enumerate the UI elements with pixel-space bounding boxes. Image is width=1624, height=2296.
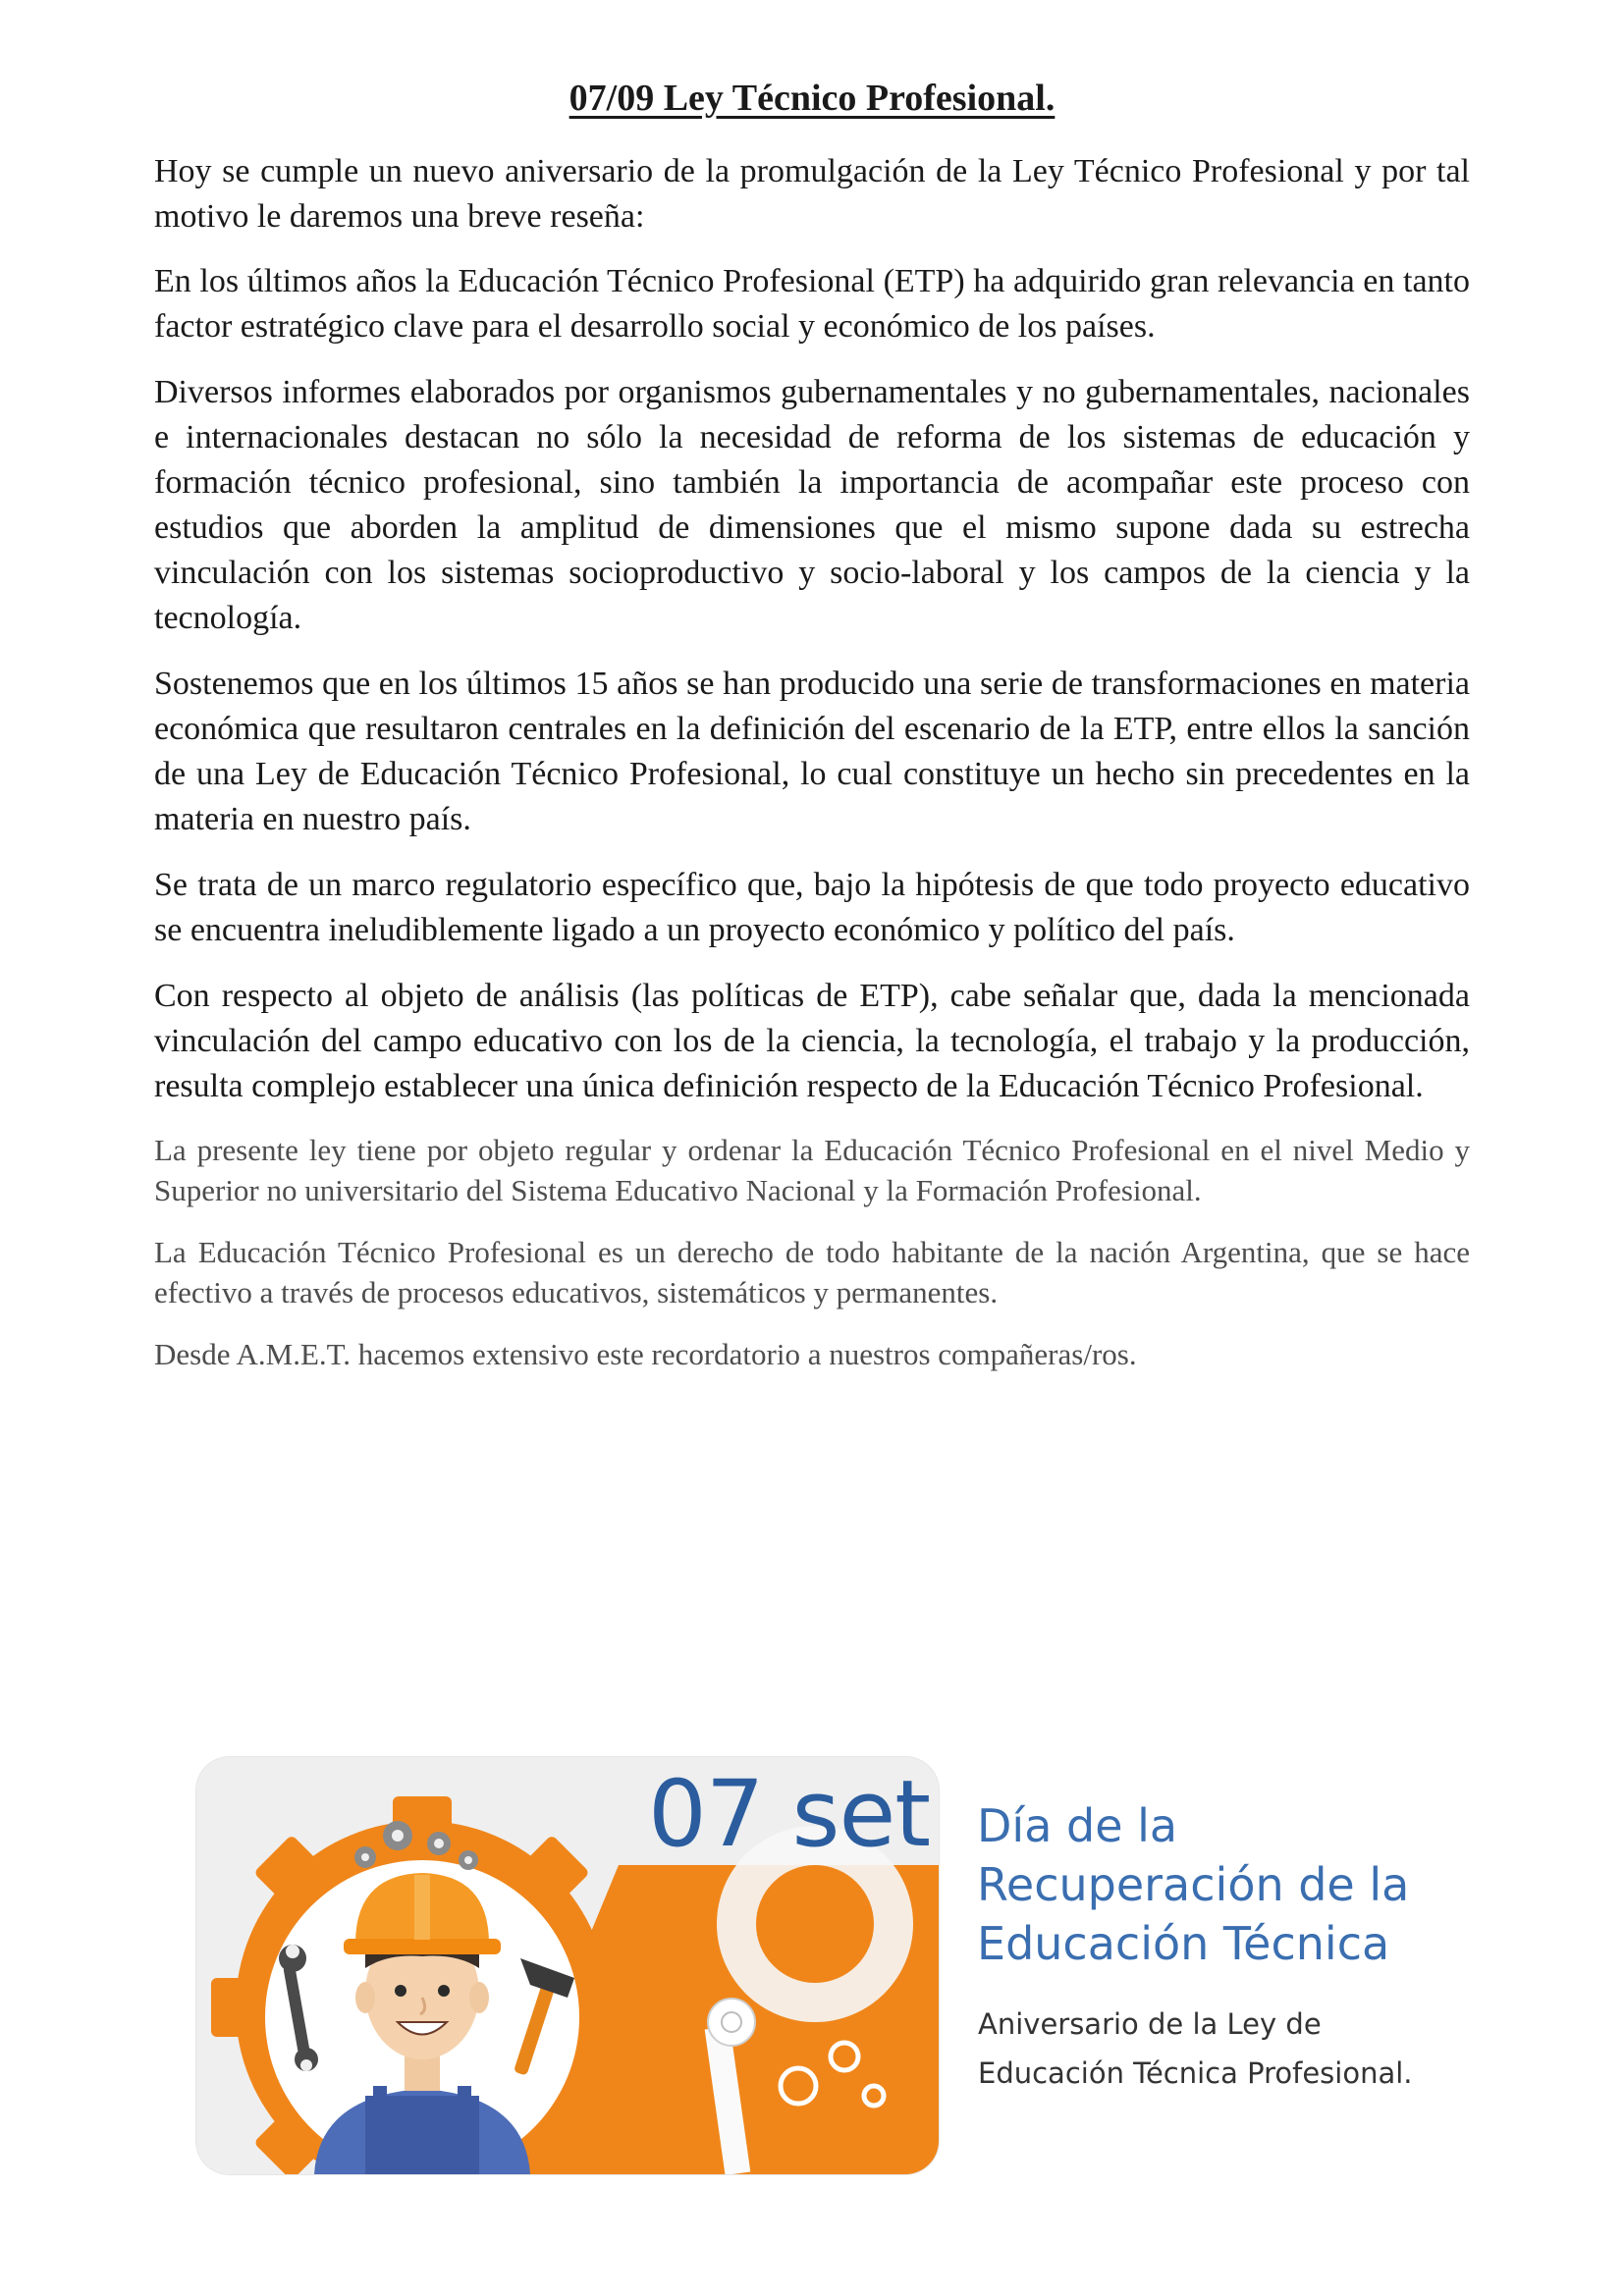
banner-title: [977, 1796, 1438, 1973]
document-title: 07/09 Ley Técnico Profesional.: [568, 78, 1056, 119]
banner-date: 07 set: [648, 1761, 931, 1868]
paragraph-right: La Educación Técnico Profesional es un derecho de todo habitante de la nación Argentina, que se hace efectivo a través de procesos educativos, sistemáticos y permanentes.: [154, 1235, 1470, 1309]
banner-card: [196, 1757, 939, 2174]
paragraph-analysis: Con respecto al objeto de análisis (las políticas de ETP), cabe señalar que, dada la mencionada vinculación del campo educativo con los de la ciencia, la tecnología, el trabajo y la producción, resulta complejo establecer una única definición respecto de la Educación Técnico Profesional.: [154, 978, 1470, 1104]
banner-title-line: Día de la: [977, 1799, 1178, 1852]
paragraph-etp-relevance: En los últimos años la Educación Técnico Profesional (ETP) ha adquirido gran relevancia en tanto factor estratégico clave para el desarrollo social y económico de los países.: [154, 263, 1470, 345]
document-body: [154, 149, 1470, 1396]
paragraph-intro: Hoy se cumple un nuevo aniversario de la promulgación de la Ley Técnico Profesional y por tal motivo le daremos una breve reseña:: [154, 153, 1470, 235]
banner-subtitle-line: Educación Técnica Profesional.: [978, 2056, 1413, 2090]
banner-subtitle: [978, 2000, 1439, 2098]
paragraph-closing: Desde A.M.E.T. hacemos extensivo este recordatorio a nuestros compañeras/ros.: [154, 1337, 1137, 1371]
banner-subtitle-line: Aniversario de la Ley de: [978, 2007, 1322, 2041]
commemoration-banner: [196, 1757, 1434, 2228]
paragraph-regulatory-framework: Se trata de un marco regulatorio específico que, bajo la hipótesis de que todo proyecto educativo se encuentra ineludiblemente ligado a un proyecto económico y político del país.: [154, 867, 1470, 948]
paragraph-law-object: La presente ley tiene por objeto regular y ordenar la Educación Técnico Profesional en el nivel Medio y Superior no universitario del Sistema Educativo Nacional y la Formación Profesional.: [154, 1133, 1470, 1207]
paragraph-reports: Diversos informes elaborados por organismos gubernamentales y no gubernamentales, nacionales e internacionales destacan no sólo la necesidad de reforma de los sistemas de educación y formación técnico profesional, sino también la importancia de acompañar este proceso con estudios que aborden la amplitud de dimensiones que el mismo supone dada su estrecha vinculación con los sistemas socioproductivo y socio-laboral y los campos de la ciencia y la tecnología.: [154, 374, 1470, 636]
banner-title-line: Recuperación de la: [977, 1858, 1410, 1911]
banner-title-line: Educación Técnica: [977, 1917, 1390, 1970]
paragraph-transformations: Sostenemos que en los últimos 15 años se han producido una serie de transformaciones en materia económica que resultaron centrales en la definición del escenario de la ETP, entre ellos la sanción de una Ley de Educación Técnico Profesional, lo cual constituye un hecho sin precedentes en la materia en nuestro país.: [154, 666, 1470, 837]
